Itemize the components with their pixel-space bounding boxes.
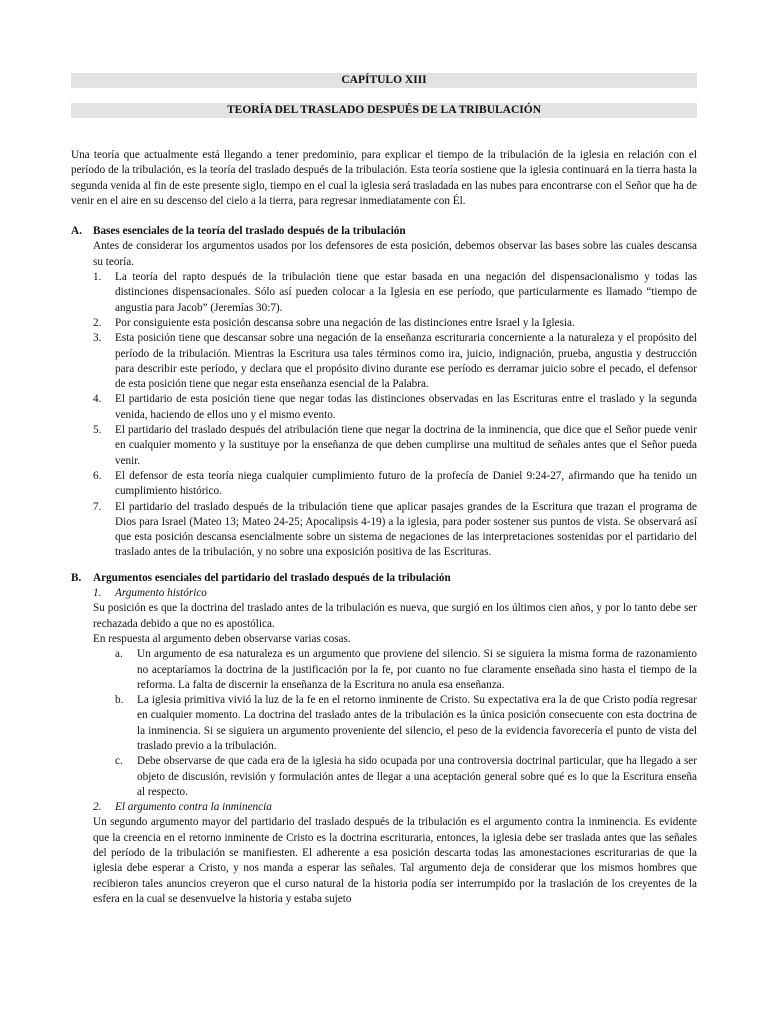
subsection-2-number: 2.: [93, 801, 102, 814]
subsection-1-number: 1.: [93, 587, 102, 600]
subsection-2-heading: [71, 800, 697, 815]
list-text: Esta posición tiene que descansar sobre una negación de la enseñanza escrituraria concerniente a la naturaleza y el propósito del período de la tribulación. Mientras la Escritura usa tales términos como ira, juicio, indignación, prueba, angustia y destrucción para describir este período, y declara que el propósito divino durante ese período es derramar juicio sobre el pecado, el defensor de esta posición tiene que negar esta enseñanza esencial de la Palabra.: [115, 332, 697, 391]
section-a-heading: [71, 224, 697, 239]
spacer: [71, 561, 697, 571]
list-item: [71, 469, 697, 500]
list-text: El partidario de esta posición tiene que negar todas las distinciones observadas en las Escrituras entre el traslado y la segunda venida, haciendo de ellos uno y el mismo evento.: [115, 393, 697, 421]
list-item: [71, 392, 697, 423]
document-body: [71, 148, 697, 907]
list-item: [71, 316, 697, 331]
chapter-heading: CAPÍTULO XIII: [71, 73, 697, 88]
list-text: Un argumento de esa naturaleza es un argumento que proviene del silencio. Si se siguiera la misma forma de razonamiento no aceptaríamos la doctrina de la justificación por la fe, por cuanto no fue claramente enseñada sino hasta el tiempo de la reforma. La falta de discernir la enseñanza de la Escritura no anula esa enseñanza.: [137, 648, 697, 691]
list-item: [71, 270, 697, 316]
section-b-heading: [71, 571, 697, 586]
list-item: [71, 331, 697, 392]
subsection-1-text: Su posición es que la doctrina del traslado antes de la tribulación es nueva, que surgió en los últimos cien años, y por lo tanto debe ser rechazada debido a que no es apostólica.: [93, 602, 697, 630]
list-text: Debe observarse de que cada era de la iglesia ha sido ocupada por una controversia doctrinal particular, que ha llegado a ser objeto de discusión, revisión y formulación antes de llegar a una aceptación general sobre qué es lo que la Escritura enseña al respecto.: [137, 755, 697, 798]
list-number: 3.: [93, 332, 102, 345]
list-text: Por consiguiente esta posición descansa sobre una negación de las distinciones entre Israel y la Iglesia.: [115, 316, 575, 329]
subsection-2-title: El argumento contra la inminencia: [115, 801, 272, 814]
section-a-title: Bases esenciales de la teoría del traslado después de la tribulación: [93, 225, 406, 238]
list-item: [71, 693, 697, 754]
chapter-title: TEORÍA DEL TRASLADO DESPUÉS DE LA TRIBULACIÓN: [71, 103, 697, 118]
list-number: 6.: [93, 469, 102, 482]
list-item: [71, 423, 697, 469]
list-number: 4.: [93, 393, 102, 406]
subsection-1-heading: [71, 586, 697, 601]
section-b-marker: B.: [71, 571, 82, 584]
list-text: La teoría del rapto después de la tribulación tiene que estar basada en una negación del dispensacionalismo y todas las distinciones dispensacionales. Sólo así pueden colocar a la Iglesia en ese período, que particularmente es llamado “tiempo de angustia para Jacob” (Jeremías 30:7).: [115, 271, 697, 314]
intro-paragraph: Una teoría que actualmente está llegando a tener predominio, para explicar el tiempo de la tribulación de la iglesia en relación con el período de la tribulación, es la teoría del traslado después de la tribulación. Esta teoría sostiene que la iglesia continuará en la tierra hasta la segunda venida al fin de este presente siglo, tiempo en el cual la iglesia será trasladada en las nubes para encontrarse con el Señor que ha de venir en el aire en su descenso del cielo a la tierra, para regresar inmediatamente con Él.: [71, 149, 697, 207]
list-text: El partidario del traslado después del atribulación tiene que negar la doctrina de la inminencia, que dice que el Señor puede venir en cualquier momento y la sustituye por la enseñanza de que deben cumplirse una multitud de señales antes que el Señor pueda venir.: [115, 424, 697, 467]
list-number: 7.: [93, 500, 102, 513]
subsection-2-text: Un segundo argumento mayor del partidario del traslado después de la tribulación es el argumento contra la inminencia. Es evidente que la creencia en el retorno inminente de Cristo es la doctrina escrituraria, entonces, la iglesia debe ser traslada antes que las señales del período de la tribulación se manifiesten. El adherente a esa posición descarta todas las amonestaciones escriturarias de que la iglesia debe esperar a Cristo, y nos manda a esperar las señales. Tal argumento deja de considerar que los mismos hombres que recibieron tales anuncios creyeron que el curso natural de la historia podía ser interrumpido por la traslación de los creyentes de la esfera en la cual se desenvuelve la historia y estaba sujeto: [93, 816, 697, 905]
list-text: El defensor de esta teoría niega cualquier cumplimiento futuro de la profecía de Daniel 9:24-27, afirmando que ha tenido un cumplimiento histórico.: [115, 469, 697, 498]
list-letter: c.: [115, 755, 123, 768]
list-number: 5.: [93, 424, 102, 437]
list-letter: b.: [115, 694, 124, 707]
list-number: 2.: [93, 316, 102, 329]
subsection-1-title: Argumento histórico: [115, 587, 207, 600]
section-a-lead: Antes de considerar los argumentos usados por los defensores de esta posición, debemos observar las bases sobre las cuales descansa su teoría.: [93, 240, 697, 268]
list-text: La iglesia primitiva vivió la luz de la fe en el retorno inminente de Cristo. Su expectativa era la de que Cristo podía regresar en cualquier momento. La doctrina del traslado antes de la tribulación es la única posición consecuente con esta doctrina de la inminencia. Si se siguiera un argumento proveniente del silencio, el peso de la evidencia favorecería el punto de vista del traslado previo a la tribulación.: [137, 694, 697, 752]
list-number: 1.: [93, 271, 102, 284]
list-item: [71, 500, 697, 561]
list-item: [71, 647, 697, 693]
section-b-title: Argumentos esenciales del partidario del traslado después de la tribulación: [93, 571, 451, 584]
list-item: [71, 754, 697, 800]
subsection-1-lead: En respuesta al argumento deben observarse varias cosas.: [93, 632, 351, 645]
list-text: El partidario del traslado después de la tribulación tiene que aplicar pasajes grandes de la Escritura que trazan el programa de Dios para Israel (Mateo 13; Mateo 24-25; Apocalipsis 4-19) a la iglesia, para poder sostener sus puntos de vista. Se observará así que esta posición descansa esencialmente sobre un sistema de negaciones de las interpretaciones sostenidas por el partidario del traslado antes de la tribulación, y no sobre una exposición positiva de las Escrituras.: [115, 500, 697, 559]
list-letter: a.: [115, 648, 123, 661]
section-a-marker: A.: [71, 225, 82, 238]
